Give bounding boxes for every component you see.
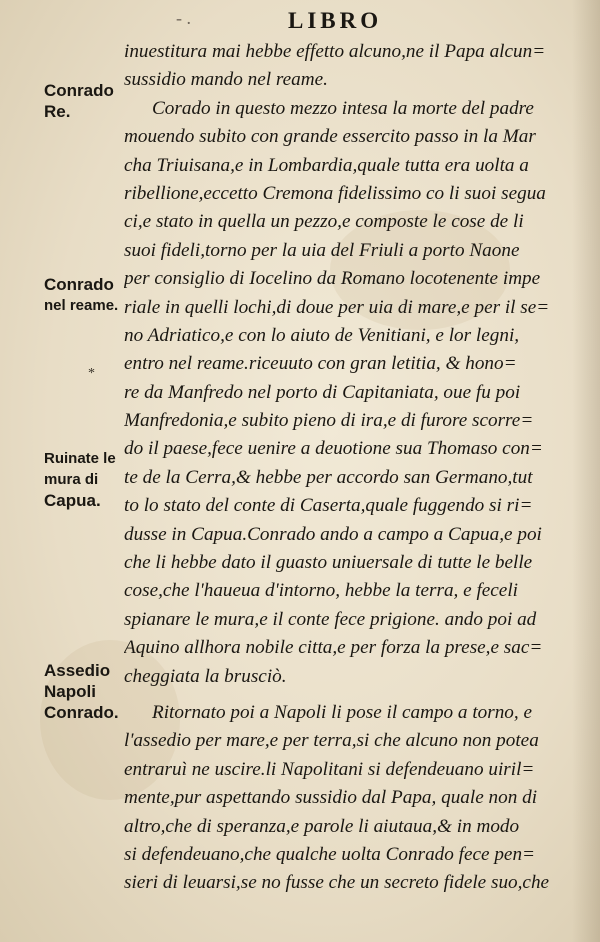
page-edge-shadow [572,0,600,942]
text-line: Manfredonia,e subito pieno di ira,e di furore scorre= [124,410,534,432]
paragraph-gap [124,691,572,699]
text-line: cha Triuisana,e in Lombardia,quale tutta era uolta a [124,154,529,176]
paragraph [124,38,572,95]
margin-note-line: Conrado [44,275,114,294]
page-header [0,6,600,36]
text-line: suoi fideli,torno per la uia del Friuli a porto Naone [124,239,520,261]
text-line: che li hebbe dato il guasto uniuersale di tutte le belle [124,552,533,574]
margin-note-line: Conrado [44,81,114,100]
text-line: ci,e stato in quella un pezzo,e composte le cose de li [124,211,524,233]
margin-note-line: Re. [44,102,71,121]
text-line: te de la Cerra,& hebbe per accordo san Germano,tut [124,466,533,488]
margin-note-ruinate-mura-capua [44,448,126,511]
margin-note-line: Napoli [44,682,96,701]
text-line: to lo stato del conte di Caserta,quale fuggendo si ri= [124,495,533,517]
margin-note-conrado-re [44,80,126,122]
text-line: l'assedio per mare,e per terra,si che alcuno non potea [124,730,539,752]
text-line: spianare le mura,e il conte fece prigione. ando poi ad [124,608,537,630]
text-line: inuestitura mai hebbe effetto alcuno,ne il Papa alcun= [124,41,546,62]
asterisk-mark: * [88,366,95,381]
paragraph [124,699,572,898]
text-line: dusse in Capua.Conrado ando a campo a Capua,e poi [124,523,542,545]
text-line: sussidio mando nel reame. [124,69,328,91]
header-mark: - . [176,8,191,28]
text-line: sieri di leuarsi,se no fusse che un secreto fidele suo,che [124,872,550,894]
margin-note-conrado-nel-reame [44,274,126,316]
text-line: Ritornato poi a Napoli li pose il campo a torno, e [152,701,533,723]
text-line: mouendo subito con grande essercito passo in la Mar [124,126,536,148]
text-line: si defendeuano,che qualche uolta Conrado fece pen= [124,843,535,865]
text-line: per consiglio di Iocelino da Romano locotenente impe [124,268,541,290]
margin-note-line: Ruinate le [44,450,116,467]
text-line: no Adriatico,e con lo aiuto de Venitiani, e lor legni, [124,324,520,346]
margin-note-assedio-napoli [44,660,126,723]
text-line: entraruì ne uscire.li Napolitani si defendeuano uiril= [124,758,535,780]
paragraph [124,95,572,691]
text-line: mente,pur aspettando sussidio dal Papa, quale non di [124,787,538,809]
body-text [124,38,572,898]
text-line: ribellione,eccetto Cremona fidelissimo co li suoi segua [124,182,546,204]
text-line: cose,che l'haueua d'intorno, hebbe la terra, e feceli [124,580,518,602]
margin-note-line: Assedio [44,661,111,680]
text-line: do il paese,fece uenire a deuotione sua Thomaso con= [124,438,543,460]
text-line: Corado in questo mezzo intesa la morte del padre [152,97,534,119]
margin-note-line: Capua. [44,491,101,510]
text-line: riale in quelli lochi,di doue per uia di mare,e per il se= [124,296,550,318]
text-line: cheggiata la brusciò. [124,665,287,687]
running-head: LIBRO [288,8,383,33]
text-line: Aquino allhora nobile citta,e per forza la prese,e sac= [124,637,543,659]
margin-note-line: mura di [44,471,99,488]
margin-note-line: Conrado. [44,703,119,722]
margin-note-line: nel reame. [44,297,119,314]
text-line: entro nel reame.riceuuto con gran letitia, & hono= [124,353,517,375]
text-line: re da Manfredo nel porto di Capitaniata, oue fu poi [124,381,521,403]
text-line: altro,che di speranza,e parole li aiutaua,& in modo [124,815,520,837]
